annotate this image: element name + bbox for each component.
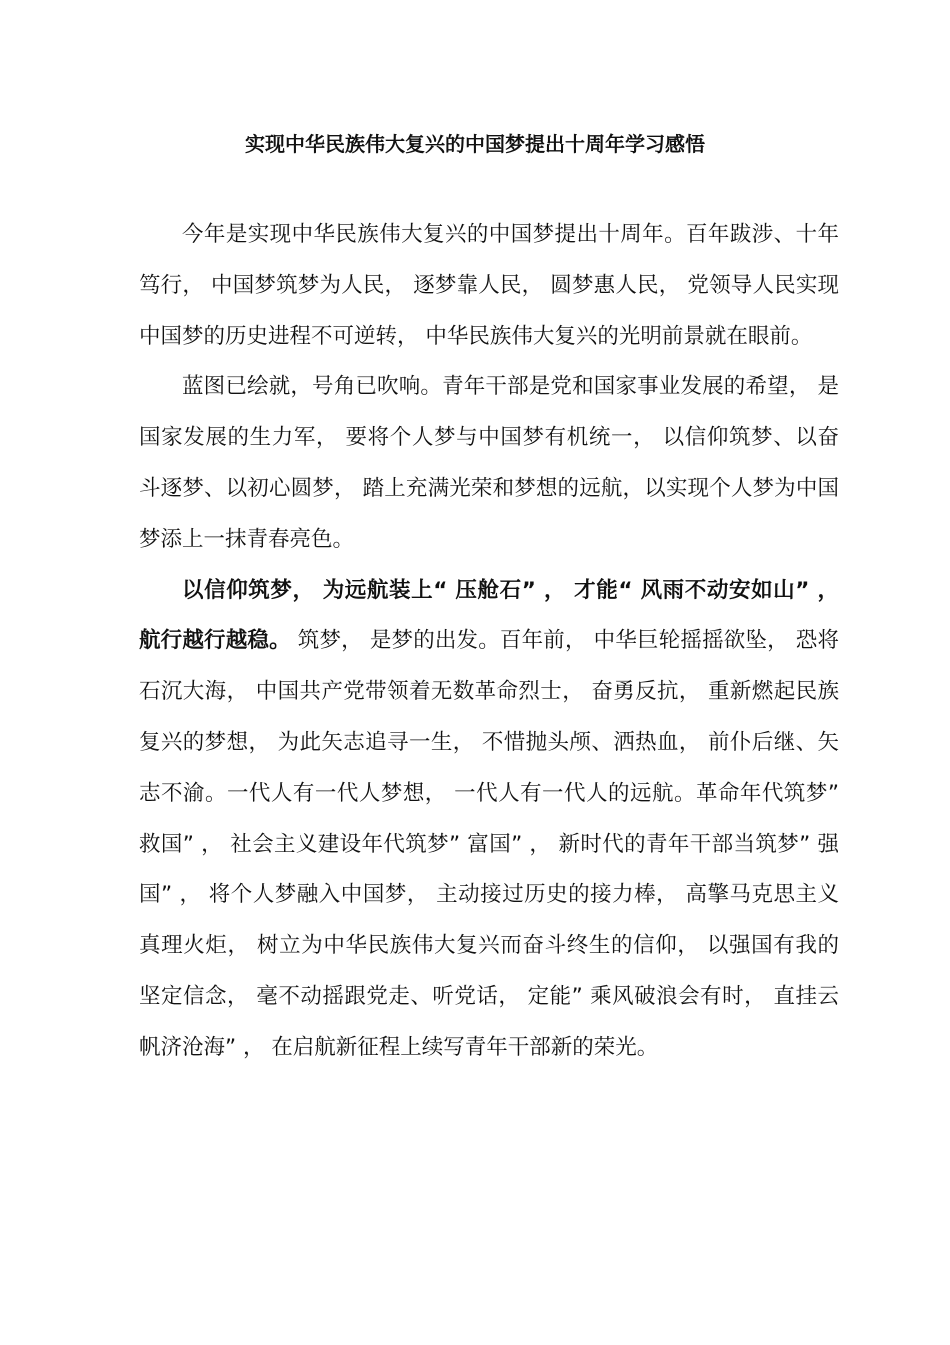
paragraph-3: [139, 566, 839, 1074]
document-title: 实现中华民族伟大复兴的中国梦提出十周年学习感悟: [245, 132, 705, 156]
paragraph-3-text: 筑梦， 是梦的出发。百年前， 中华巨轮摇摇欲坠， 恐将石沉大海， 中国共产党带领着无数革命烈士， 奋勇反抗， 重新燃起民族复兴的梦想， 为此矢志追寻一生， 不惜抛头颅、洒热血， 前仆后继、矢志不渝。一代人有一代人梦想， 一代人有一代人的远航。革命年代筑梦” 救国” ， 社会主义建设年代筑梦” 富国” ， 新时代的青年干部当筑梦” 强国” ， 将个人梦融入中国梦， 主动接过历史的接力棒， 高擎马克思主义真理火炬， 树立为中华民族伟大复兴而奋斗终生的信仰， 以强国有我的坚定信念， 毫不动摇跟党走、听党话， 定能” 乘风破浪会有时， 直挂云帆济沧海” ， 在启航新征程上续写青年干部新的荣光。: [139, 628, 839, 1060]
document-body: [139, 210, 839, 1074]
paragraph-1-text: 今年是实现中华民族伟大复兴的中国梦提出十周年。百年跋涉、十年笃行， 中国梦筑梦为人民， 逐梦靠人民， 圆梦惠人民， 党领导人民实现中国梦的历史进程不可逆转， 中华民族伟大复兴的光明前景就在眼前。: [139, 222, 839, 349]
paragraph-3-lead-sentence: 以信仰筑梦， 为远航装上“ 压舱石” ， 才能“ 风雨不动安如山” ， 航行越行越稳。: [139, 577, 839, 654]
paragraph-1: [139, 210, 839, 362]
paragraph-2-text: 蓝图已绘就，号角已吹响。青年干部是党和国家事业发展的希望， 是国家发展的生力军， 要将个人梦与中国梦有机统一， 以信仰筑梦、以奋斗逐梦、以初心圆梦， 踏上充满光荣和梦想的远航，以实现个人梦为中国梦添上一抹青春亮色。: [139, 374, 839, 552]
paragraph-2: [139, 362, 839, 565]
